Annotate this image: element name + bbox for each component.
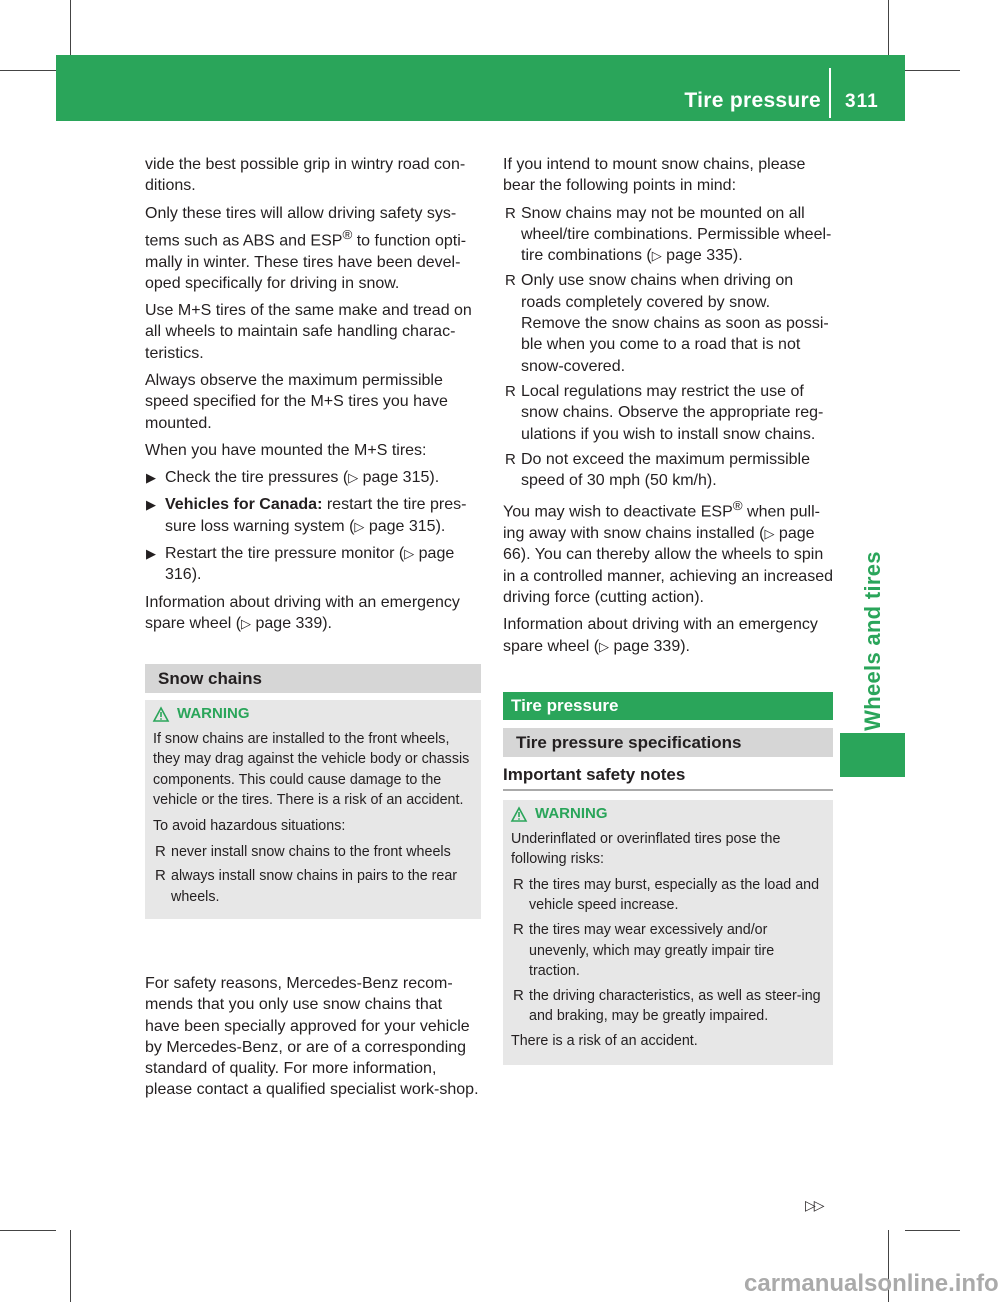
bullet-r-icon: R: [513, 875, 524, 893]
left-column-bottom: [145, 973, 481, 1107]
list-item: [503, 449, 833, 492]
warning-text: Underinflated or overinflated tires pose the following risks:: [511, 830, 781, 868]
registered-mark: ®: [732, 498, 743, 514]
text-run: to function opti-mally in winter. These tires have been devel-oped specifically for driving in snow.: [145, 232, 467, 292]
tire-pressure-heading: Tire pressure: [503, 692, 833, 720]
text-run: Information about driving with an emergency spare wheel (: [145, 593, 460, 632]
bullet-text: Local regulations may restrict the use of snow chains. Observe the appropriate reg-ulations if you wish to install snow chains.: [521, 382, 824, 443]
paragraph: When you have mounted the M+S tires:: [145, 441, 427, 459]
warning-title: [511, 804, 825, 825]
warning-bullet: [511, 920, 825, 982]
chapter-tab-label: Wheels and tires: [859, 550, 885, 731]
bullet-r-icon: R: [513, 920, 524, 938]
paragraph: Use M+S tires of the same make and tread on all wheels to maintain safe handling charac-teristics.: [145, 302, 472, 362]
page-ref-icon: ▷: [348, 470, 359, 486]
warning-bullet: [153, 842, 473, 863]
paragraph: For safety reasons, Mercedes-Benz recom-mends that you only use snow chains that have been specially approved for your vehicle by Mercedes-Benz, or are of a corresponding standard of quality. For more information, please contact a qualified specialist work-shop.: [145, 975, 479, 1099]
bullet-text: the driving characteristics, as well as steer-ing and braking, may be greatly impaired.: [529, 987, 821, 1025]
warning-bullet: [153, 866, 473, 907]
text-run: Only these tires will allow driving safety sys-tems such as ABS and ESP: [145, 204, 457, 250]
crop-mark: [905, 1230, 960, 1231]
watermark: carmanualsonline.info: [744, 1270, 999, 1297]
bullet-text: always install snow chains in pairs to the rear wheels.: [171, 868, 458, 905]
bullet-text: never install snow chains to the front wheels: [171, 843, 451, 860]
page-ref-icon: ▷: [241, 615, 252, 631]
bullet-text: Do not exceed the maximum permissible speed of 30 mph (50 km/h).: [521, 450, 811, 490]
tire-pressure-specifications-heading: Tire pressure specifications: [503, 728, 833, 757]
crop-mark: [888, 0, 889, 55]
warning-title-text: WARNING: [177, 705, 250, 722]
warning-title: [153, 704, 473, 725]
bullet-r-icon: R: [155, 867, 166, 885]
page-ref[interactable]: page 339).: [609, 637, 690, 655]
paragraph: vide the best possible grip in wintry road con-ditions.: [145, 156, 466, 195]
double-arrow-icon: ▷▷: [805, 1197, 823, 1213]
list-item: [503, 270, 833, 376]
warning-box: [145, 700, 481, 919]
bullet-r-icon: R: [505, 450, 516, 468]
page-ref-icon: ▷: [404, 546, 415, 562]
snow-chains-heading: Snow chains: [145, 664, 481, 693]
page-ref[interactable]: page 316).: [165, 545, 455, 584]
triangle-right-icon: ▶: [146, 470, 156, 486]
warning-text: If snow chains are installed to the front wheels, they may drag against the vehicle body or chassis components. This could cause damage to the vehicle or the tires. There is a risk of an accident.: [153, 730, 470, 809]
bullet-r-icon: R: [505, 272, 516, 290]
page-ref[interactable]: page 315).: [364, 517, 446, 535]
warning-text: There is a risk of an accident.: [511, 1032, 698, 1049]
paragraph: [503, 614, 833, 657]
paragraph: If you intend to mount snow chains, please bear the following points in mind:: [503, 156, 806, 195]
paragraph: [503, 495, 833, 608]
bullet-text: Only use snow chains when driving on roads completely covered by snow. Remove the snow chains as soon as possi-ble when you come to a road that is not snow-covered.: [521, 272, 829, 375]
bullet-r-icon: R: [155, 842, 166, 860]
left-column: [145, 154, 481, 640]
header-divider: [829, 68, 831, 118]
list-item: [503, 381, 833, 445]
list-item: [503, 203, 833, 267]
crop-mark: [0, 1230, 56, 1231]
text-run: You may wish to deactivate ESP: [503, 503, 733, 521]
paragraph: Always observe the maximum permissible speed specified for the M+S tires you have mounted.: [145, 372, 448, 432]
crop-mark: [905, 70, 960, 71]
important-safety-notes-heading: Important safety notes: [503, 765, 833, 791]
paragraph: [145, 203, 481, 295]
crop-mark: [70, 1230, 71, 1302]
page-ref-icon: ▷: [651, 248, 662, 264]
bullet-text: the tires may burst, especially as the load and vehicle speed increase.: [529, 876, 820, 914]
triangle-right-icon: ▶: [146, 497, 156, 513]
warning-text: To avoid hazardous situations:: [153, 817, 346, 834]
instruction-step: [145, 494, 481, 537]
warning-bullet: [511, 875, 825, 916]
step-bold: Vehicles for Canada:: [165, 496, 323, 514]
bullet-r-icon: R: [505, 204, 516, 222]
right-column: [503, 154, 833, 663]
instruction-step: [145, 467, 481, 488]
page-number: 311: [845, 91, 879, 112]
bullet-text: the tires may wear excessively and/or unevenly, which may greatly impair tire traction.: [529, 921, 775, 980]
page-ref[interactable]: page 66). You can thereby allow the wheels to spin in a controlled manner, achieving an increased driving force (cutting action).: [503, 525, 833, 606]
page-ref-icon: ▷: [599, 638, 610, 654]
warning-triangle-icon: [153, 707, 169, 722]
triangle-right-icon: ▶: [146, 546, 156, 562]
crop-mark: [70, 0, 71, 55]
bullet-r-icon: R: [513, 986, 524, 1004]
bullet-text: Snow chains may not be mounted on all wheel/tire combinations. Permissible wheel-tire combinations (: [521, 204, 832, 265]
text-run: when pull-ing away with snow chains installed (: [503, 503, 820, 543]
registered-mark: ®: [342, 226, 353, 242]
section-title: Tire pressure: [684, 89, 821, 112]
page-ref[interactable]: page 315).: [358, 469, 440, 487]
warning-bullet: [511, 986, 825, 1027]
step-text: Restart the tire pressure monitor (: [165, 545, 405, 563]
text-run: Information about driving with an emergency spare wheel (: [503, 616, 818, 655]
page-ref-icon: ▷: [354, 518, 365, 534]
warning-box: [503, 800, 833, 1065]
page-ref-icon: ▷: [764, 526, 775, 542]
warning-triangle-icon: [511, 807, 527, 822]
step-text: restart the tire pres-sure loss warning system (: [165, 496, 467, 535]
paragraph: [145, 592, 481, 635]
chapter-marker: [840, 733, 905, 777]
crop-mark: [0, 70, 56, 71]
page-ref[interactable]: page 339).: [251, 614, 332, 632]
warning-title-text: WARNING: [535, 805, 608, 822]
chapter-tab: [840, 548, 905, 733]
page-ref[interactable]: page 335).: [661, 247, 743, 265]
bullet-r-icon: R: [505, 382, 516, 400]
step-text: Check the tire pressures (: [165, 469, 349, 487]
instruction-step: [145, 543, 481, 586]
